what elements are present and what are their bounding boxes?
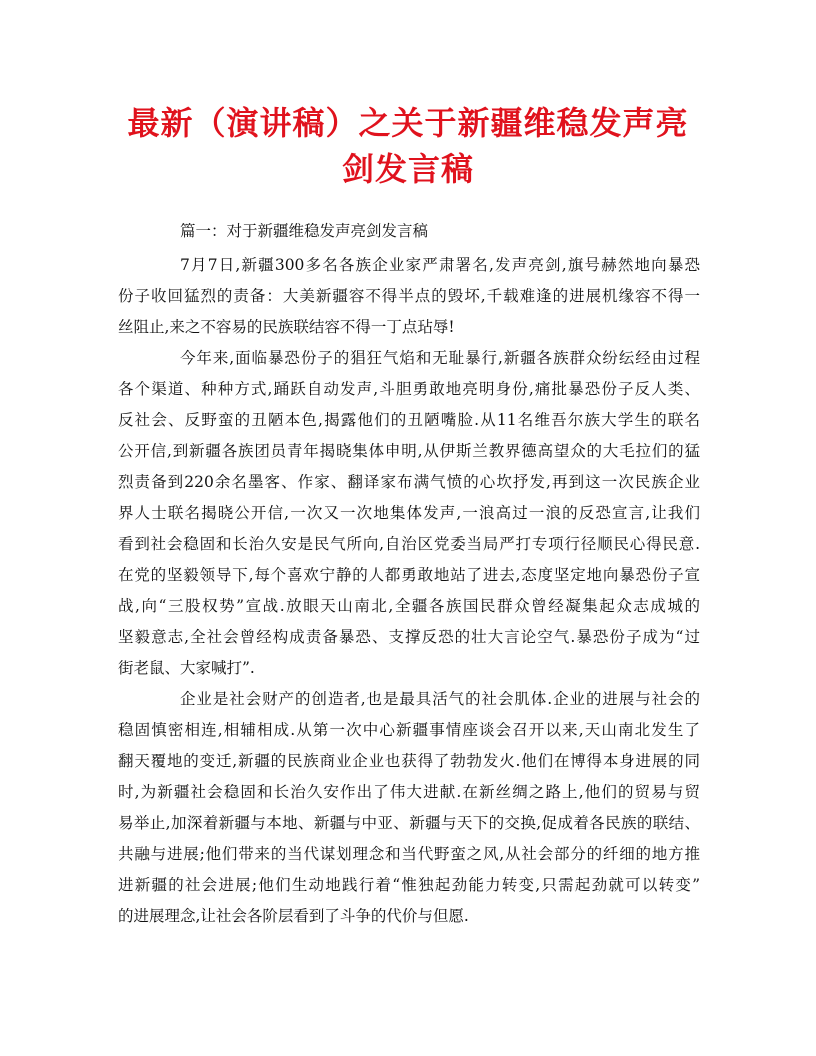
paragraph-line: 界人士联名揭晓公开信,一次又一次地集体发声,一浪高过一浪的反恐宣言,让我们 [118, 504, 700, 522]
paragraph-line: 的进展理念,让社会各阶层看到了斗争的代价与但愿. [118, 907, 469, 925]
paragraph-line: 反社会、反野蛮的丑陋本色,揭露他们的丑陋嘴脸.从11名维吾尔族大学生的联名 [118, 411, 700, 429]
paragraph [118, 250, 700, 343]
paragraph-line: 稳固慎密相连,相辅相成.从第一次中心新疆事情座谈会召开以来,天山南北发生了 [118, 721, 700, 739]
section-heading: 篇一：对于新疆维稳发声亮剑发言稿 [180, 222, 429, 240]
document-body [118, 216, 700, 932]
paragraph-line: 战,向“三股权势”宣战.放眼天山南北,全疆各族国民群众曾经凝集起众志成城的 [118, 597, 700, 615]
paragraph-line: 份子收回猛烈的责备：大美新疆容不得半点的毁坏,千载难逢的进展机缘容不得一 [118, 287, 700, 305]
title-line: 最新（演讲稿）之关于新疆维稳发声亮 [127, 104, 689, 142]
paragraph-line: 街老鼠、大家喊打”. [118, 659, 255, 677]
paragraph-line: 进新疆的社会进展;他们生动地践行着“惟独起劲能力转变,只需起劲就可以转变” [118, 876, 700, 894]
paragraph-line: 翻天覆地的变迁,新疆的民族商业企业也获得了勃勃发火.他们在博得本身进展的同 [118, 752, 700, 770]
paragraph [118, 684, 700, 932]
paragraph-line: 时,为新疆社会稳固和长治久安作出了伟大进献.在新丝绸之路上,他们的贸易与贸 [118, 783, 700, 801]
paragraph-line: 共融与进展;他们带来的当代谋划理念和当代野蛮之风,从社会部分的纤细的地方推 [118, 845, 700, 863]
paragraph-line: 易举止,加深着新疆与本地、新疆与中亚、新疆与天下的交换,促成着各民族的联结、 [118, 814, 700, 832]
document-title [100, 100, 716, 192]
title-line: 剑发言稿 [341, 150, 474, 188]
paragraph-line: 看到社会稳固和长治久安是民气所向,自治区党委当局严打专项行径顺民心得民意. [118, 535, 700, 553]
paragraph-line: 各个渠道、种种方式,踊跃自动发声,斗胆勇敢地亮明身份,痛批暴恐份子反人类、 [118, 380, 700, 398]
paragraph-line: 丝阻止,来之不容易的民族联结容不得一丁点玷辱! [118, 318, 455, 336]
paragraph [118, 343, 700, 684]
paragraph-line: 在党的坚毅领导下,每个喜欢宁静的人都勇敢地站了进去,态度坚定地向暴恐份子宣 [118, 566, 700, 584]
paragraph-line: 企业是社会财产的创造者,也是最具活气的社会肌体.企业的进展与社会的 [180, 690, 700, 708]
paragraph-line: 坚毅意志,全社会曾经构成责备暴恐、支撑反恐的壮大言论空气.暴恐份子成为“过 [118, 628, 700, 646]
paragraph-line: 烈责备到220余名墨客、作家、翻译家布满气愤的心坎抒发,再到这一次民族企业 [118, 473, 700, 491]
paragraph-line: 7月7日,新疆300多名各族企业家严肃署名,发声亮剑,旗号赫然地向暴恐 [180, 256, 700, 274]
paragraph-line: 今年来,面临暴恐份子的猖狂气焰和无耻暴行,新疆各族群众纷纭经由过程 [180, 349, 700, 367]
paragraph-line: 公开信,到新疆各族团员青年揭晓集体申明,从伊斯兰教界德高望众的大毛拉们的猛 [118, 442, 700, 460]
